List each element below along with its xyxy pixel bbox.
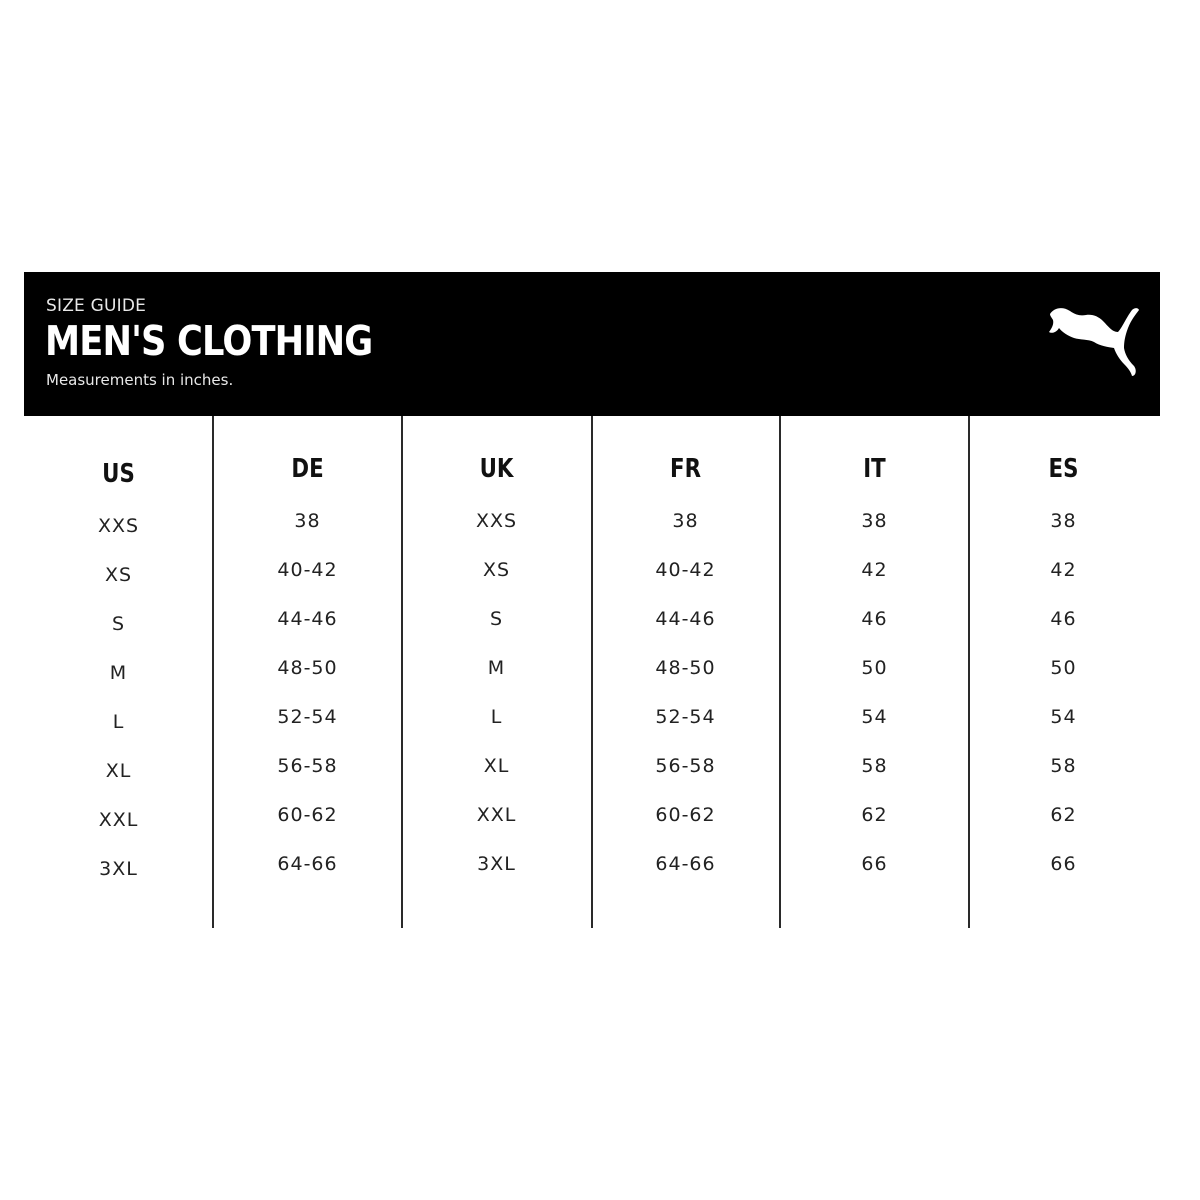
table-cell: 66 — [861, 853, 888, 875]
header-subtitle: Measurements in inches. — [46, 371, 234, 389]
table-cell: XS — [104, 564, 133, 586]
table-cell: 38 — [1050, 510, 1077, 532]
table-cell: S — [111, 613, 126, 635]
table-cell: 66 — [1050, 853, 1077, 875]
table-cell: M — [487, 657, 506, 679]
table-cell: 50 — [861, 657, 888, 679]
table-cell: 62 — [861, 804, 888, 826]
table-cell: 38 — [861, 510, 888, 532]
table-cell: 62 — [1050, 804, 1077, 826]
table-cell: 3XL — [477, 853, 516, 875]
table-cell: 64-66 — [277, 853, 338, 875]
table-cell: 58 — [1050, 755, 1077, 777]
table-cell: 48-50 — [277, 657, 338, 679]
table-cell: 64-66 — [655, 853, 716, 875]
table-cell: XXS — [97, 515, 140, 537]
size-table — [24, 416, 1160, 928]
table-cell: 46 — [861, 608, 888, 630]
table-cell: 56-58 — [655, 755, 716, 777]
table-cell: 60-62 — [655, 804, 716, 826]
column-header: IT — [863, 454, 886, 484]
table-cell: 60-62 — [277, 804, 338, 826]
table-cell: 56-58 — [277, 755, 338, 777]
table-cell: 58 — [861, 755, 888, 777]
column-fr — [591, 416, 780, 928]
column-header: ES — [1048, 454, 1079, 484]
column-uk — [402, 416, 591, 928]
table-cell: 50 — [1050, 657, 1077, 679]
table-cell: 48-50 — [655, 657, 716, 679]
column-es — [969, 416, 1158, 928]
table-cell: 38 — [672, 510, 699, 532]
table-cell: 3XL — [99, 858, 138, 880]
column-header: US — [102, 459, 135, 489]
table-cell: 40-42 — [655, 559, 716, 581]
table-cell: 42 — [861, 559, 888, 581]
column-header: FR — [670, 454, 701, 484]
table-cell: XXL — [476, 804, 517, 826]
column-de — [213, 416, 402, 928]
table-cell: XS — [482, 559, 511, 581]
header-kicker: SIZE GUIDE — [46, 296, 147, 316]
table-cell: XXS — [475, 510, 518, 532]
table-cell: S — [489, 608, 504, 630]
table-cell: XL — [105, 760, 132, 782]
table-cell: L — [490, 706, 503, 728]
table-cell: M — [109, 662, 128, 684]
table-cell: 40-42 — [277, 559, 338, 581]
table-cell: 42 — [1050, 559, 1077, 581]
table-cell: 46 — [1050, 608, 1077, 630]
table-cell: XXL — [98, 809, 139, 831]
column-it — [780, 416, 969, 928]
table-cell: 54 — [1050, 706, 1077, 728]
table-cell: 52-54 — [655, 706, 716, 728]
puma-cat-logo-icon — [1048, 302, 1140, 386]
table-cell: 44-46 — [277, 608, 338, 630]
column-us — [24, 416, 213, 928]
table-cell: XL — [483, 755, 510, 777]
size-guide-header — [24, 272, 1160, 416]
page-title: MEN'S CLOTHING — [45, 317, 373, 365]
table-cell: 38 — [294, 510, 321, 532]
table-cell: 44-46 — [655, 608, 716, 630]
column-header: UK — [479, 454, 514, 484]
column-header: DE — [291, 454, 324, 484]
table-cell: 52-54 — [277, 706, 338, 728]
table-cell: 54 — [861, 706, 888, 728]
table-cell: L — [112, 711, 125, 733]
